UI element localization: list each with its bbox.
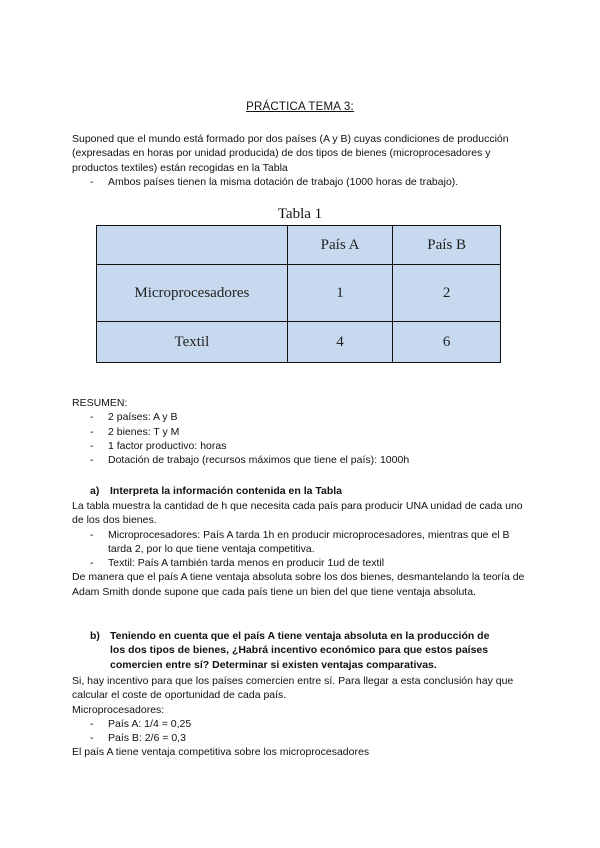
summary-item: 2 países: A y B [108,411,178,424]
section-b-heading [90,629,520,672]
section-a-bullet: Microprocesadores: País A tarda 1h en producir microprocesadores, mientras que el B tarda 2, por lo que tiene ventaja competitiva. [108,528,510,555]
summary-item: Dotación de trabajo (recursos máximos que tiene el país): 1000h [108,454,410,467]
table-cell: 2 [393,265,501,322]
summary-item: 2 bienes: T y M [108,425,180,438]
section-a-body [72,499,532,599]
section-a-conclusion: De manera que el país A tiene ventaja absoluta sobre los dos bienes, desmantelando la teoría de Adam Smith donde supone que cada país tiene un bien del que tiene ventaja absoluta. [72,571,525,598]
table-cell: 6 [393,322,501,363]
table-row-label: Microprocesadores [97,265,288,322]
list-item: - Dotación de trabajo (recursos máximos que tiene el país): 1000h [90,454,410,467]
page-title: PRÁCTICA TEMA 3: [246,101,354,113]
list-item: - 2 bienes: T y M [90,425,180,438]
bullet-dash: - [90,175,94,188]
section-b-conclusion: El país A tiene ventaja competitiva sobre los microprocesadores [72,746,370,759]
section-b-paragraph: Si, hay incentivo para que los países comercien entre sí. Para llegar a esta conclusión hay que calcular el coste de oportunidad de cada país. [72,675,514,702]
summary-item: 1 factor productivo: horas [108,439,227,452]
section-a-paragraph: La tabla muestra la cantidad de h que necesita cada país para producir UNA unidad de cada uno de los dos bienes. [72,500,523,527]
table-header-cell: País A [287,226,393,265]
table-cell: 4 [287,322,393,363]
section-b-subheading: Microprocesadores: [72,703,165,716]
list-item: - País A: 1/4 = 0,25 [90,717,192,730]
table-header-cell: País B [393,226,501,265]
summary-heading: RESUMEN: [72,397,128,409]
section-b-bullet: País A: 1/4 = 0,25 [108,717,192,730]
table-header-cell [97,226,288,265]
section-a-heading [90,485,530,497]
intro-bullet [72,175,532,189]
list-item: - Microprocesadores: País A tarda 1h en producir microprocesadores, mientras que el B tarda 2, por lo que tiene ventaja competitiva. [90,528,510,555]
list-item: - País B: 2/6 = 0,3 [90,732,186,745]
summary-section [72,396,532,467]
section-b-body [72,674,532,760]
section-a-heading-text: Interpreta la información contenida en la Tabla [110,485,343,497]
table-row [97,265,501,322]
section-b-heading-first: Teniendo en cuenta que el país A tiene ventaja absoluta en la producción de [110,630,490,642]
list-item: - Textil: País A también tarda menos en producir 1ud de textil [90,557,385,570]
section-b-heading-rest: los dos tipos de bienes, ¿Habrá incentivo económico para que estos países comercien entre sí? Determinar si existen ventajas comparativas. [110,644,489,671]
section-a-bullet: Textil: País A también tarda menos en producir 1ud de textil [108,557,385,570]
section-a-label: a) [90,485,100,497]
table-header-row [97,226,501,265]
table-title: Tabla 1 [277,206,323,222]
section-b-bullet: País B: 2/6 = 0,3 [108,732,186,745]
intro-bullet-text: Ambos países tienen la misma dotación de trabajo (1000 horas de trabajo). [108,175,459,188]
table-cell: 1 [287,265,393,322]
table-row [97,322,501,363]
intro-paragraph: Suponed que el mundo está formado por dos países (A y B) cuyas condiciones de producción (expresadas en horas por unidad producida) de dos tipos de bienes (microprocesadores y productos textiles) están recogidas en la Tabla [72,133,509,174]
section-b-label: b) [90,630,100,642]
intro-section [72,132,532,189]
table-row-label: Textil [97,322,288,363]
list-item: - 2 países: A y B [90,411,178,424]
list-item: - 1 factor productivo: horas [90,439,227,452]
production-table [96,225,501,363]
